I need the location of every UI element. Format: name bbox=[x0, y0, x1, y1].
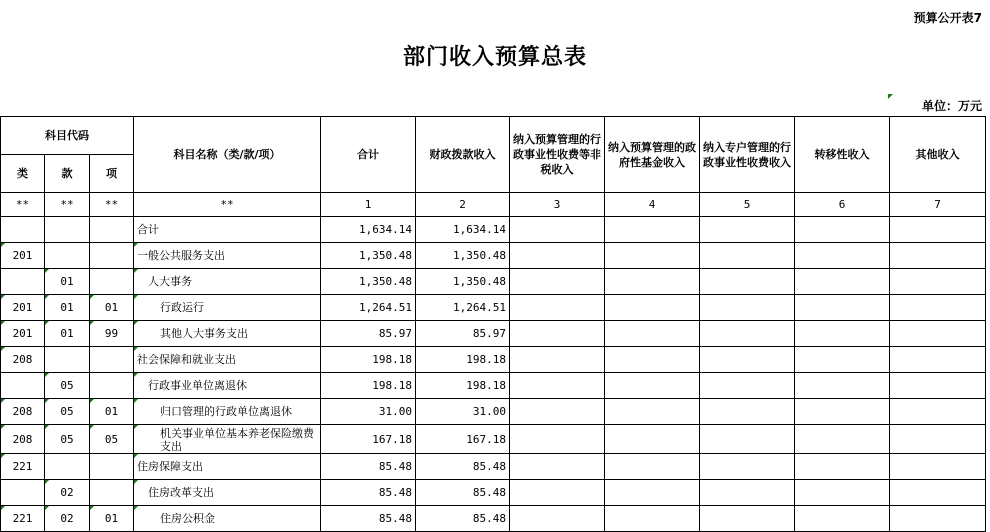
cell-name: 行政运行 bbox=[134, 295, 321, 321]
cell-kuan: 05 bbox=[45, 399, 90, 425]
cell-name: 住房公积金 bbox=[134, 506, 321, 532]
cell-xiang bbox=[90, 217, 134, 243]
cell-fiscal: 1,350.48 bbox=[416, 243, 510, 269]
cell-name: 其他人大事务支出 bbox=[134, 321, 321, 347]
header-fiscal: 财政拨款收入 bbox=[416, 117, 510, 193]
cell-lei bbox=[1, 269, 45, 295]
cell-name: 合计 bbox=[134, 217, 321, 243]
index-cell: 1 bbox=[321, 193, 416, 217]
cell-kuan: 05 bbox=[45, 373, 90, 399]
index-cell: 3 bbox=[510, 193, 605, 217]
header-total: 合计 bbox=[321, 117, 416, 193]
unit-label: 单位：万元 bbox=[921, 99, 982, 113]
header-kuan: 款 bbox=[45, 155, 90, 193]
table-row bbox=[1, 347, 986, 373]
cell-kuan bbox=[45, 347, 90, 373]
cell-fiscal: 198.18 bbox=[416, 347, 510, 373]
table-row bbox=[1, 425, 986, 454]
table-row bbox=[1, 454, 986, 480]
cell-total: 85.48 bbox=[321, 506, 416, 532]
header-special-admin: 纳入专户管理的行政事业性收费收入 bbox=[700, 117, 795, 193]
table-row bbox=[1, 506, 986, 532]
cell-fiscal: 1,634.14 bbox=[416, 217, 510, 243]
index-cell: ** bbox=[90, 193, 134, 217]
cell-lei bbox=[1, 480, 45, 506]
index-cell: 6 bbox=[795, 193, 890, 217]
header-subject-name: 科目名称（类/款/项） bbox=[134, 117, 321, 193]
cell-fiscal: 1,350.48 bbox=[416, 269, 510, 295]
table-row bbox=[1, 321, 986, 347]
table-row bbox=[1, 217, 986, 243]
cell-total: 31.00 bbox=[321, 399, 416, 425]
cell-lei bbox=[1, 373, 45, 399]
cell-name: 行政事业单位离退休 bbox=[134, 373, 321, 399]
cell-lei: 201 bbox=[1, 321, 45, 347]
cell-total: 198.18 bbox=[321, 347, 416, 373]
cell-marker bbox=[888, 94, 893, 99]
index-cell: 2 bbox=[416, 193, 510, 217]
cell-lei: 208 bbox=[1, 425, 45, 454]
budget-table bbox=[0, 116, 986, 532]
cell-total: 1,350.48 bbox=[321, 269, 416, 295]
index-cell: ** bbox=[45, 193, 90, 217]
index-cell: 7 bbox=[890, 193, 986, 217]
header-other: 其他收入 bbox=[890, 117, 986, 193]
cell-xiang bbox=[90, 269, 134, 295]
cell-name: 机关事业单位基本养老保险缴费支出 bbox=[134, 425, 321, 454]
cell-lei: 221 bbox=[1, 454, 45, 480]
column-index-row bbox=[1, 193, 986, 217]
cell-fiscal: 1,264.51 bbox=[416, 295, 510, 321]
cell-name: 住房改革支出 bbox=[134, 480, 321, 506]
cell-fiscal: 167.18 bbox=[416, 425, 510, 454]
table-row bbox=[1, 243, 986, 269]
header-gov-fund: 纳入预算管理的政府性基金收入 bbox=[605, 117, 700, 193]
cell-xiang: 05 bbox=[90, 425, 134, 454]
cell-kuan: 01 bbox=[45, 269, 90, 295]
cell-xiang bbox=[90, 454, 134, 480]
header-lei: 类 bbox=[1, 155, 45, 193]
table-row bbox=[1, 295, 986, 321]
cell-kuan: 02 bbox=[45, 506, 90, 532]
header-subject-code: 科目代码 bbox=[1, 117, 134, 155]
table-row bbox=[1, 399, 986, 425]
cell-total: 1,264.51 bbox=[321, 295, 416, 321]
cell-lei: 208 bbox=[1, 347, 45, 373]
index-cell: ** bbox=[134, 193, 321, 217]
cell-xiang: 99 bbox=[90, 321, 134, 347]
table-row bbox=[1, 373, 986, 399]
index-cell: 5 bbox=[700, 193, 795, 217]
cell-xiang: 01 bbox=[90, 295, 134, 321]
cell-name: 人大事务 bbox=[134, 269, 321, 295]
cell-total: 1,350.48 bbox=[321, 243, 416, 269]
cell-lei: 221 bbox=[1, 506, 45, 532]
cell-total: 167.18 bbox=[321, 425, 416, 454]
table-row bbox=[1, 480, 986, 506]
cell-kuan: 05 bbox=[45, 425, 90, 454]
cell-kuan: 01 bbox=[45, 321, 90, 347]
header-transfer: 转移性收入 bbox=[795, 117, 890, 193]
cell-kuan bbox=[45, 217, 90, 243]
cell-lei: 208 bbox=[1, 399, 45, 425]
cell-kuan bbox=[45, 454, 90, 480]
cell-fiscal: 198.18 bbox=[416, 373, 510, 399]
cell-name: 住房保障支出 bbox=[134, 454, 321, 480]
cell-lei: 201 bbox=[1, 243, 45, 269]
cell-kuan: 02 bbox=[45, 480, 90, 506]
cell-name: 一般公共服务支出 bbox=[134, 243, 321, 269]
cell-name: 归口管理的行政单位离退休 bbox=[134, 399, 321, 425]
cell-fiscal: 85.48 bbox=[416, 480, 510, 506]
cell-total: 1,634.14 bbox=[321, 217, 416, 243]
cell-fiscal: 85.48 bbox=[416, 454, 510, 480]
index-cell: ** bbox=[1, 193, 45, 217]
cell-fiscal: 85.97 bbox=[416, 321, 510, 347]
cell-kuan: 01 bbox=[45, 295, 90, 321]
cell-total: 85.48 bbox=[321, 480, 416, 506]
cell-xiang: 01 bbox=[90, 399, 134, 425]
cell-xiang bbox=[90, 347, 134, 373]
header-xiang: 项 bbox=[90, 155, 134, 193]
cell-fiscal: 31.00 bbox=[416, 399, 510, 425]
cell-total: 85.97 bbox=[321, 321, 416, 347]
header-budget-admin: 纳入预算管理的行政事业性收费等非税收入 bbox=[510, 117, 605, 193]
table-row bbox=[1, 269, 986, 295]
cell-lei bbox=[1, 217, 45, 243]
cell-total: 85.48 bbox=[321, 454, 416, 480]
cell-fiscal: 85.48 bbox=[416, 506, 510, 532]
table-code: 预算公开表7 bbox=[913, 11, 982, 25]
cell-xiang: 01 bbox=[90, 506, 134, 532]
page-title: 部门收入预算总表 bbox=[402, 44, 587, 70]
cell-xiang bbox=[90, 243, 134, 269]
cell-name: 社会保障和就业支出 bbox=[134, 347, 321, 373]
index-cell: 4 bbox=[605, 193, 700, 217]
cell-kuan bbox=[45, 243, 90, 269]
cell-total: 198.18 bbox=[321, 373, 416, 399]
cell-xiang bbox=[90, 480, 134, 506]
cell-xiang bbox=[90, 373, 134, 399]
cell-lei: 201 bbox=[1, 295, 45, 321]
